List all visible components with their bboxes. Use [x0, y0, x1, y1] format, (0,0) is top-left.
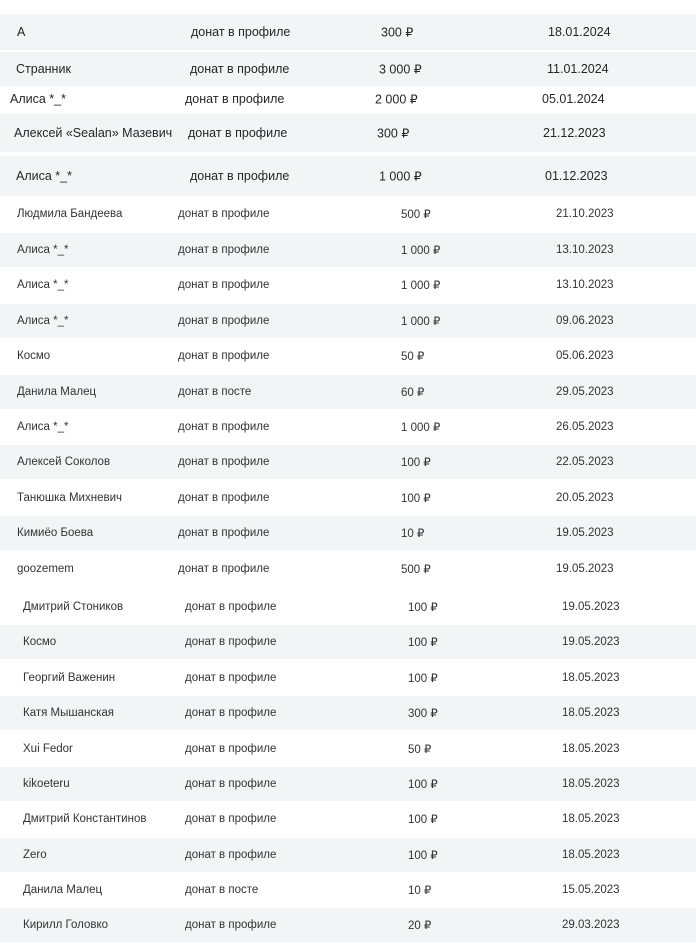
- donor-name: Данила Малец: [17, 386, 97, 398]
- donor-name: Странник: [16, 62, 71, 76]
- donor-name: Космо: [23, 636, 57, 648]
- donor-name: Кимиёо Боева: [17, 527, 94, 539]
- donation-amount: 50 ₽: [408, 744, 432, 756]
- donation-date: 13.10.2023: [556, 244, 614, 256]
- table-row: [0, 445, 696, 479]
- donation-type: донат в профиле: [178, 315, 270, 327]
- donation-type: донат в профиле: [185, 778, 277, 790]
- donor-name: goozemem: [17, 563, 74, 575]
- donation-type: донат в профиле: [178, 279, 270, 291]
- table-row: [0, 410, 696, 444]
- donation-amount: 10 ₽: [408, 885, 432, 897]
- donation-date: 18.05.2023: [562, 849, 620, 861]
- donation-amount: 1 000 ₽: [401, 245, 441, 257]
- donor-name: Алиса *_*: [17, 315, 69, 327]
- donation-amount: 50 ₽: [401, 351, 425, 363]
- donation-date: 18.05.2023: [562, 707, 620, 719]
- table-row: [0, 516, 696, 550]
- table-row: [0, 114, 696, 152]
- donation-date: 05.06.2023: [556, 350, 614, 362]
- donation-amount: 1 000 ₽: [401, 422, 441, 434]
- donor-name: Дмитрий Константинов: [23, 813, 147, 825]
- table-row: [0, 156, 696, 196]
- donation-date: 21.10.2023: [556, 208, 614, 220]
- donation-date: 19.05.2023: [562, 636, 620, 648]
- donation-date: 21.12.2023: [543, 126, 606, 140]
- donor-name: Алексей «Sealan» Мазевич: [14, 126, 173, 140]
- donation-amount: 100 ₽: [408, 673, 438, 685]
- table-row: [0, 233, 696, 267]
- donation-type: донат в профиле: [178, 421, 270, 433]
- table-row: [0, 86, 696, 112]
- donor-name: Алиса *_*: [17, 279, 69, 291]
- donor-name: Кирилл Головко: [23, 919, 109, 931]
- donor-name: Zero: [23, 849, 47, 861]
- donation-amount: 100 ₽: [408, 602, 438, 614]
- donation-type: донат в профиле: [178, 244, 270, 256]
- table-row: [0, 304, 696, 338]
- donor-name: А: [17, 25, 26, 39]
- table-row: [0, 52, 696, 86]
- table-row: [0, 767, 696, 801]
- donor-name: Катя Мышанская: [23, 707, 115, 719]
- table-row: [0, 908, 696, 942]
- donation-amount: 1 000 ₽: [379, 169, 422, 184]
- table-row: [0, 873, 696, 907]
- donation-type: донат в профиле: [185, 743, 277, 755]
- donation-amount: 2 000 ₽: [375, 92, 418, 107]
- donation-date: 18.01.2024: [548, 25, 611, 39]
- table-row: [0, 197, 696, 231]
- donation-date: 18.05.2023: [562, 672, 620, 684]
- donation-type: донат в профиле: [191, 25, 291, 39]
- donor-name: Людмила Бандеева: [17, 208, 123, 220]
- donation-date: 18.05.2023: [562, 743, 620, 755]
- donation-amount: 300 ₽: [377, 126, 410, 141]
- donation-date: 29.05.2023: [556, 386, 614, 398]
- donation-amount: 100 ₽: [408, 637, 438, 649]
- donation-type: донат в профиле: [185, 707, 277, 719]
- donation-date: 15.05.2023: [562, 884, 620, 896]
- donor-name: Алиса *_*: [17, 244, 69, 256]
- table-row: [0, 14, 696, 50]
- donor-name: Танюшка Михневич: [17, 492, 123, 504]
- table-row: [0, 661, 696, 695]
- donation-amount: 10 ₽: [401, 528, 425, 540]
- donation-date: 13.10.2023: [556, 279, 614, 291]
- donation-date: 22.05.2023: [556, 456, 614, 468]
- donation-type: донат в профиле: [185, 672, 277, 684]
- donation-date: 26.05.2023: [556, 421, 614, 433]
- table-row: [0, 375, 696, 409]
- donation-amount: 100 ₽: [401, 493, 431, 505]
- donation-date: 01.12.2023: [545, 169, 608, 183]
- donation-type: донат в посте: [185, 884, 259, 896]
- donation-type: донат в профиле: [185, 919, 277, 931]
- table-row: [0, 625, 696, 659]
- donation-date: 18.05.2023: [562, 813, 620, 825]
- donation-amount: 500 ₽: [401, 209, 431, 221]
- donor-name: Георгий Важенин: [23, 672, 116, 684]
- donation-amount: 300 ₽: [381, 25, 414, 40]
- donor-name: Космо: [17, 350, 51, 362]
- donation-amount: 500 ₽: [401, 564, 431, 576]
- donation-amount: 100 ₽: [401, 457, 431, 469]
- donation-type: донат в профиле: [178, 208, 270, 220]
- table-row: [0, 802, 696, 836]
- donation-type: донат в профиле: [178, 492, 270, 504]
- table-row: [0, 481, 696, 515]
- donation-amount: 60 ₽: [401, 387, 425, 399]
- table-row: [0, 696, 696, 730]
- donation-type: донат в профиле: [185, 601, 277, 613]
- table-row: [0, 590, 696, 624]
- donation-amount: 100 ₽: [408, 850, 438, 862]
- donation-date: 18.05.2023: [562, 778, 620, 790]
- donation-date: 19.05.2023: [556, 527, 614, 539]
- table-row: [0, 268, 696, 302]
- donation-type: донат в профиле: [185, 849, 277, 861]
- donor-name: Xui Fedor: [23, 743, 73, 755]
- donation-type: донат в профиле: [178, 456, 270, 468]
- donor-name: Алексей Соколов: [17, 456, 111, 468]
- table-row: [0, 339, 696, 373]
- donation-type: донат в профиле: [185, 92, 285, 106]
- donor-name: Дмитрий Стоников: [23, 601, 124, 613]
- donation-amount: 100 ₽: [408, 779, 438, 791]
- donation-amount: 300 ₽: [408, 708, 438, 720]
- donation-date: 09.06.2023: [556, 315, 614, 327]
- donation-amount: 100 ₽: [408, 814, 438, 826]
- donation-type: донат в профиле: [188, 126, 288, 140]
- donation-date: 05.01.2024: [542, 92, 605, 106]
- donation-date: 29.03.2023: [562, 919, 620, 931]
- donor-name: Алиса *_*: [10, 92, 66, 106]
- donation-amount: 1 000 ₽: [401, 280, 441, 292]
- table-row: [0, 838, 696, 872]
- donor-name: kikoeteru: [23, 778, 70, 790]
- donor-name: Данила Малец: [23, 884, 103, 896]
- donation-type: донат в профиле: [185, 813, 277, 825]
- donation-type: донат в профиле: [190, 169, 290, 183]
- donation-amount: 3 000 ₽: [379, 62, 422, 77]
- donation-date: 19.05.2023: [562, 601, 620, 613]
- table-row: [0, 552, 696, 586]
- donation-type: донат в посте: [178, 386, 252, 398]
- donation-amount: 20 ₽: [408, 920, 432, 932]
- donation-type: донат в профиле: [190, 62, 290, 76]
- donor-name: Алиса *_*: [16, 169, 72, 183]
- donation-date: 11.01.2024: [547, 62, 609, 76]
- donation-type: донат в профиле: [178, 527, 270, 539]
- table-row: [0, 732, 696, 766]
- donation-date: 20.05.2023: [556, 492, 614, 504]
- donation-date: 19.05.2023: [556, 563, 614, 575]
- donation-type: донат в профиле: [185, 636, 277, 648]
- donation-type: донат в профиле: [178, 563, 270, 575]
- donation-amount: 1 000 ₽: [401, 316, 441, 328]
- donation-type: донат в профиле: [178, 350, 270, 362]
- donor-name: Алиса *_*: [17, 421, 69, 433]
